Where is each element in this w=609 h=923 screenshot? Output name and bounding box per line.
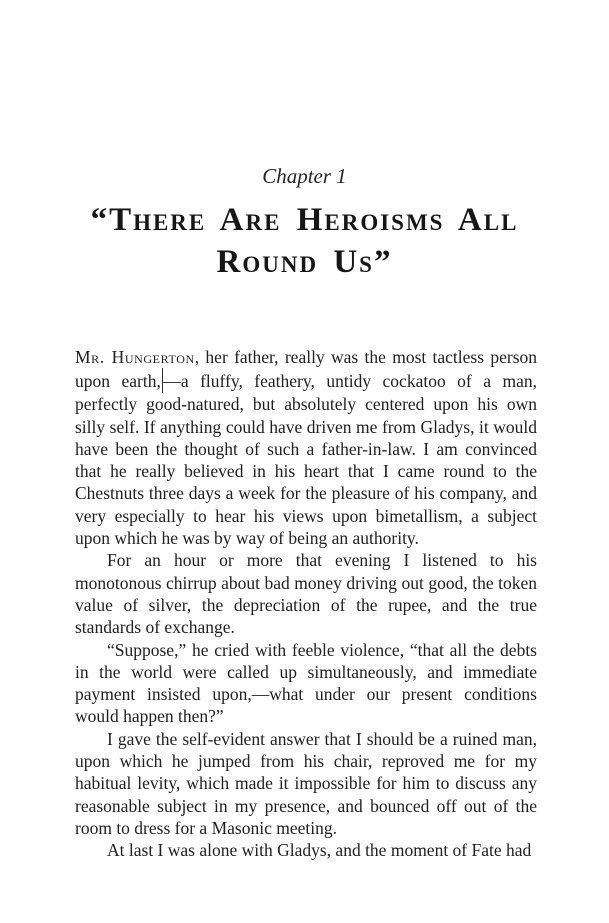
paragraph-1-text-after-cursor: —a fluffy, feathery, untidy cockatoo of a man, perfectly good-natured, but absolutely centered upon his own silly self. If anything could have driven me from Gladys, it would have been the thought of such a father-in-law. I am convinced that he really believed in his heart that I came round to the Chestnuts three days a week for the pleasure of his company, and very especially to hear his views upon bimetallism, a subject upon which he was by way of being an authority. [75,371,537,549]
chapter-title [0,199,609,283]
paragraph-1 [75,346,537,549]
chapter-title-line-1: “There Are Heroisms All [90,202,519,238]
body-text-area[interactable] [75,346,537,862]
paragraph-2: For an hour or more that evening I listened to his monotonous chirrup about bad money driving out good, the token value of silver, the depreciation of the rupee, and the true standards of exchange. [75,550,537,638]
paragraph-5: At last I was alone with Gladys, and the moment of Fate had [107,840,532,861]
paragraph-3: “Suppose,” he cried with feeble violence, “that all the debts in the world were called up simultaneously, and immediate payment insisted upon,—what under our present conditions would happen then?” [75,639,537,727]
chapter-title-line-2: Round Us” [216,244,393,280]
paragraph-lead-smallcaps: Mr. Hungerton [75,347,195,367]
chapter-number-label: Chapter 1 [262,164,347,188]
paragraph-4: I gave the self-evident answer that I should be a ruined man, upon which he jumped from his chair, reproved me for my habitual levity, which made it impossible for him to discuss any reasonable subject in my presence, and bounced off out of the room to dress for a Masonic meeting. [75,728,537,838]
paragraph-1-text-before-cursor: , her father, really was the most tactless person upon earth, [75,347,538,392]
